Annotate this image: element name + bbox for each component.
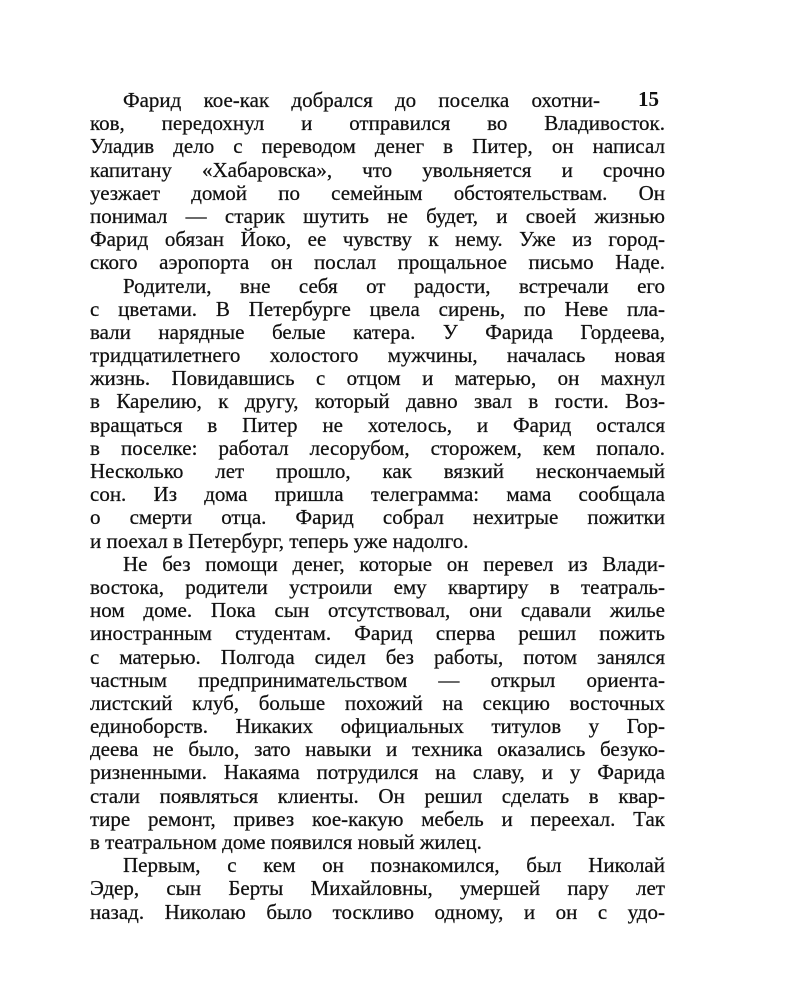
text-line: иностранным студентам. Фарид сперва решил пожить [90, 622, 665, 646]
text-line: жизнь. Повидавшись с отцом и матерью, он махнул [90, 367, 665, 391]
text-line: стали появляться клиенты. Он решил сделать в квар- [90, 784, 665, 808]
text-line: ков, передохнул и отправился во Владивосток. [90, 112, 665, 136]
text-line: о смерти отца. Фарид собрал нехитрые пожитки [90, 506, 665, 530]
text-line: Уладив дело с переводом денег в Питер, он написал [90, 135, 665, 159]
text-line: и поехал в Петербург, теперь уже надолго. [90, 529, 469, 553]
page-number: 15 [638, 87, 659, 111]
text-line: назад. Николаю было тоскливо одному, и он с удо- [90, 900, 665, 924]
text-line: с матерью. Полгода сидел без работы, потом занялся [90, 645, 665, 669]
text-line: тире ремонт, привез кое-какую мебель и переехал. Так [90, 807, 665, 831]
text-line: тридцатилетнего холостого мужчины, началась новая [90, 344, 665, 368]
text-line: Первым, с кем он познакомился, был Николай [123, 854, 665, 878]
text-line: сон. Из дома пришла телеграмма: мама сообщала [90, 483, 665, 507]
text-line: единоборств. Никаких официальных титулов у Гор- [90, 715, 665, 739]
text-line: деева не было, зато навыки и техника оказались безуко- [90, 738, 665, 762]
text-line: вращаться в Питер не хотелось, и Фарид остался [90, 413, 665, 437]
text-line: частным предпринимательством — открыл ориента- [90, 668, 665, 692]
text-line: в поселке: работал лесорубом, сторожем, кем попало. [90, 436, 665, 460]
text-line: востока, родители устроили ему квартиру в театраль- [90, 575, 665, 599]
body-text [90, 89, 665, 924]
text-line: уезжает домой по семейным обстоятельствам. Он [90, 181, 665, 205]
text-line: в театральном доме появился новый жилец. [90, 831, 482, 854]
text-line: Несколько лет прошло, как вязкий нескончаемый [90, 460, 665, 483]
text-line: ном доме. Пока сын отсутствовал, они сдавали жилье [90, 599, 665, 623]
text-line: Фарид кое-как добрался до поселка охотни- [123, 89, 600, 112]
text-line: вали нарядные белые катера. У Фарида Гордеева, [90, 320, 665, 344]
text-line: с цветами. В Петербурге цвела сирень, по Неве пла- [90, 297, 665, 321]
text-line: Фарид обязан Йоко, ее чувству к нему. Уже из город- [90, 228, 665, 252]
text-line: листский клуб, больше похожий на секцию восточных [90, 691, 665, 715]
text-line: ризненными. Накаяма потрудился на славу, и у Фарида [90, 761, 665, 785]
text-line: Родители, вне себя от радости, встречали его [123, 274, 665, 298]
text-line: Эдер, сын Берты Михайловны, умершей пару лет [90, 877, 665, 901]
text-line: в Карелию, к другу, который давно звал в гости. Воз- [90, 390, 665, 414]
text-line: понимал — старик шутить не будет, и своей жизнью [90, 204, 665, 228]
text-line: Не без помощи денег, которые он перевел из Влади- [123, 552, 665, 576]
text-line: капитану «Хабаровска», что увольняется и срочно [90, 158, 665, 182]
text-line: ского аэропорта он послал прощальное письмо Наде. [90, 251, 665, 275]
